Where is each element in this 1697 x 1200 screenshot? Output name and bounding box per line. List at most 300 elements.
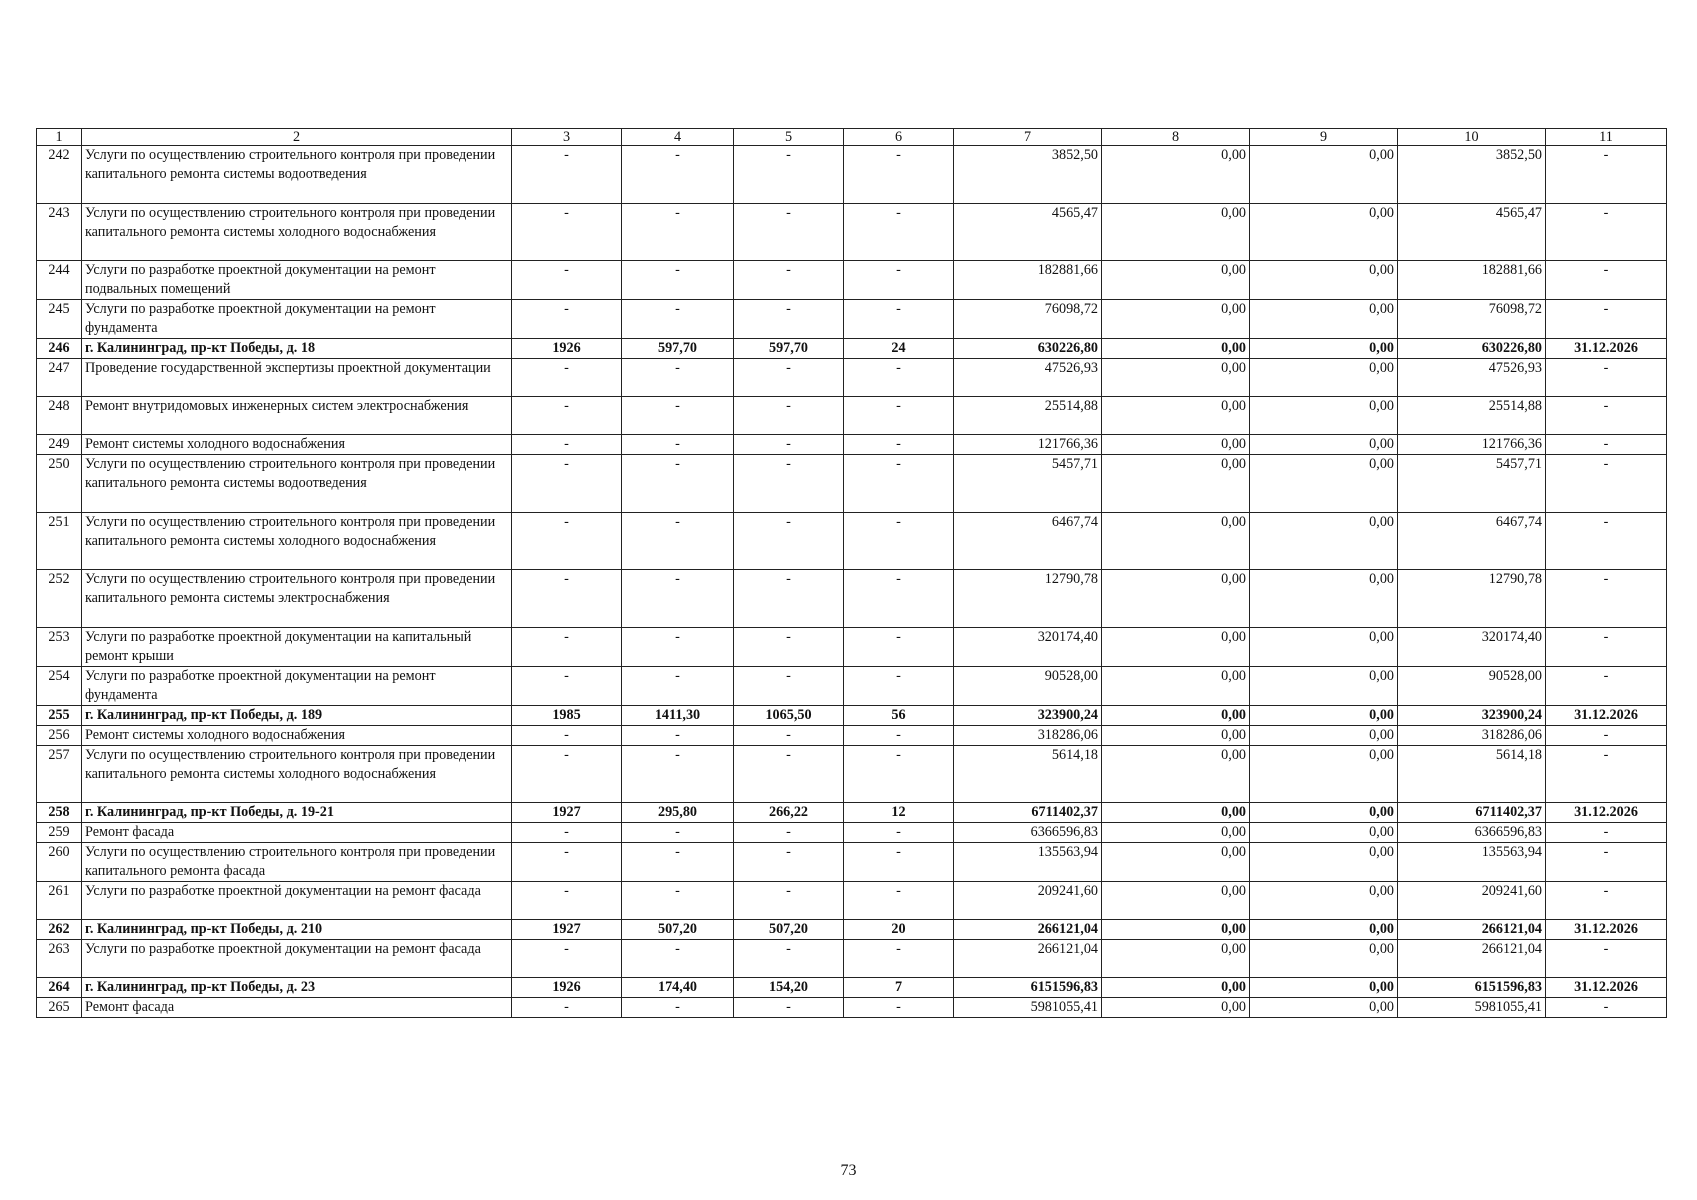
table-row <box>37 706 1667 726</box>
residents-count-cell: 56 <box>844 706 954 726</box>
row-number-cell: 252 <box>37 570 82 628</box>
item-name-cell: Услуги по разработке проектной документации на ремонт фундамента <box>82 300 512 339</box>
deadline-cell: - <box>1546 628 1667 667</box>
other-cost-cell: 0,00 <box>1250 455 1398 513</box>
deadline-cell: 31.12.2026 <box>1546 978 1667 998</box>
total-cost-cell: 121766,36 <box>954 435 1102 455</box>
residents-count-cell: 7 <box>844 978 954 998</box>
table-row <box>37 397 1667 435</box>
year-built-cell: - <box>512 726 622 746</box>
total-cost-cell: 182881,66 <box>954 261 1102 300</box>
table-row <box>37 746 1667 803</box>
fund-cost-cell: 0,00 <box>1102 978 1250 998</box>
table-row <box>37 300 1667 339</box>
year-built-cell: - <box>512 397 622 435</box>
item-name-cell: Проведение государственной экспертизы проектной документации <box>82 359 512 397</box>
residents-count-cell: 12 <box>844 803 954 823</box>
row-number-cell: 245 <box>37 300 82 339</box>
year-built-cell: - <box>512 843 622 882</box>
living-area-cell: 154,20 <box>734 978 844 998</box>
other-cost-cell: 0,00 <box>1250 920 1398 940</box>
living-area-cell: - <box>734 746 844 803</box>
row-number-cell: 247 <box>37 359 82 397</box>
total-cost-cell: 12790,78 <box>954 570 1102 628</box>
other-cost-cell: 0,00 <box>1250 513 1398 570</box>
other-cost-cell: 0,00 <box>1250 300 1398 339</box>
year-built-cell: - <box>512 746 622 803</box>
owner-cost-cell: 121766,36 <box>1398 435 1546 455</box>
other-cost-cell: 0,00 <box>1250 726 1398 746</box>
other-cost-cell: 0,00 <box>1250 998 1398 1018</box>
fund-cost-cell: 0,00 <box>1102 998 1250 1018</box>
deadline-cell: - <box>1546 882 1667 920</box>
total-cost-cell: 320174,40 <box>954 628 1102 667</box>
total-cost-cell: 318286,06 <box>954 726 1102 746</box>
header-cell: 4 <box>622 129 734 146</box>
living-area-cell: - <box>734 300 844 339</box>
living-area-cell: 266,22 <box>734 803 844 823</box>
header-cell: 9 <box>1250 129 1398 146</box>
item-name-cell: Услуги по осуществлению строительного контроля при проведении капитального ремонта фасада <box>82 843 512 882</box>
deadline-cell: - <box>1546 261 1667 300</box>
total-cost-cell: 5981055,41 <box>954 998 1102 1018</box>
living-area-cell: - <box>734 628 844 667</box>
owner-cost-cell: 5614,18 <box>1398 746 1546 803</box>
fund-cost-cell: 0,00 <box>1102 261 1250 300</box>
deadline-cell: - <box>1546 570 1667 628</box>
item-name-cell: г. Калининград, пр-кт Победы, д. 189 <box>82 706 512 726</box>
item-name-cell: Услуги по разработке проектной документации на ремонт фасада <box>82 940 512 978</box>
header-cell: 1 <box>37 129 82 146</box>
fund-cost-cell: 0,00 <box>1102 667 1250 706</box>
residents-count-cell: - <box>844 746 954 803</box>
living-area-cell: - <box>734 397 844 435</box>
total-cost-cell: 90528,00 <box>954 667 1102 706</box>
year-built-cell: 1926 <box>512 978 622 998</box>
other-cost-cell: 0,00 <box>1250 940 1398 978</box>
total-area-cell: - <box>622 843 734 882</box>
total-area-cell: - <box>622 204 734 261</box>
total-cost-cell: 266121,04 <box>954 920 1102 940</box>
item-name-cell: Ремонт системы холодного водоснабжения <box>82 435 512 455</box>
table-row <box>37 455 1667 513</box>
fund-cost-cell: 0,00 <box>1102 803 1250 823</box>
table-row <box>37 803 1667 823</box>
living-area-cell: - <box>734 667 844 706</box>
header-cell: 3 <box>512 129 622 146</box>
column-number-header <box>37 129 1667 146</box>
header-cell: 5 <box>734 129 844 146</box>
total-area-cell: 174,40 <box>622 978 734 998</box>
total-cost-cell: 25514,88 <box>954 397 1102 435</box>
table-row <box>37 146 1667 204</box>
deadline-cell: - <box>1546 300 1667 339</box>
residents-count-cell: - <box>844 823 954 843</box>
fund-cost-cell: 0,00 <box>1102 397 1250 435</box>
owner-cost-cell: 135563,94 <box>1398 843 1546 882</box>
row-number-cell: 255 <box>37 706 82 726</box>
fund-cost-cell: 0,00 <box>1102 570 1250 628</box>
living-area-cell: - <box>734 204 844 261</box>
item-name-cell: г. Калининград, пр-кт Победы, д. 18 <box>82 339 512 359</box>
header-cell: 6 <box>844 129 954 146</box>
year-built-cell: 1927 <box>512 920 622 940</box>
total-cost-cell: 5614,18 <box>954 746 1102 803</box>
item-name-cell: Услуги по разработке проектной документации на капитальный ремонт крыши <box>82 628 512 667</box>
other-cost-cell: 0,00 <box>1250 261 1398 300</box>
year-built-cell: - <box>512 998 622 1018</box>
total-cost-cell: 3852,50 <box>954 146 1102 204</box>
table-row <box>37 823 1667 843</box>
item-name-cell: Услуги по разработке проектной документации на ремонт фасада <box>82 882 512 920</box>
living-area-cell: - <box>734 261 844 300</box>
total-area-cell: - <box>622 359 734 397</box>
item-name-cell: Услуги по осуществлению строительного контроля при проведении капитального ремонта системы водоотведения <box>82 455 512 513</box>
header-cell: 7 <box>954 129 1102 146</box>
table-row <box>37 359 1667 397</box>
total-area-cell: - <box>622 435 734 455</box>
fund-cost-cell: 0,00 <box>1102 513 1250 570</box>
total-area-cell: - <box>622 455 734 513</box>
residents-count-cell: - <box>844 998 954 1018</box>
residents-count-cell: - <box>844 667 954 706</box>
deadline-cell: - <box>1546 455 1667 513</box>
total-cost-cell: 6467,74 <box>954 513 1102 570</box>
year-built-cell: - <box>512 570 622 628</box>
total-area-cell: 507,20 <box>622 920 734 940</box>
year-built-cell: - <box>512 261 622 300</box>
owner-cost-cell: 320174,40 <box>1398 628 1546 667</box>
fund-cost-cell: 0,00 <box>1102 300 1250 339</box>
owner-cost-cell: 6366596,83 <box>1398 823 1546 843</box>
row-number-cell: 246 <box>37 339 82 359</box>
table-row <box>37 667 1667 706</box>
living-area-cell: - <box>734 843 844 882</box>
living-area-cell: - <box>734 726 844 746</box>
header-cell: 8 <box>1102 129 1250 146</box>
fund-cost-cell: 0,00 <box>1102 746 1250 803</box>
residents-count-cell: 24 <box>844 339 954 359</box>
owner-cost-cell: 47526,93 <box>1398 359 1546 397</box>
deadline-cell: 31.12.2026 <box>1546 803 1667 823</box>
residents-count-cell: 20 <box>844 920 954 940</box>
total-cost-cell: 4565,47 <box>954 204 1102 261</box>
item-name-cell: Услуги по разработке проектной документации на ремонт подвальных помещений <box>82 261 512 300</box>
fund-cost-cell: 0,00 <box>1102 359 1250 397</box>
residents-count-cell: - <box>844 940 954 978</box>
total-area-cell: - <box>622 940 734 978</box>
year-built-cell: - <box>512 455 622 513</box>
item-name-cell: Ремонт системы холодного водоснабжения <box>82 726 512 746</box>
total-area-cell: - <box>622 998 734 1018</box>
item-name-cell: Ремонт фасада <box>82 998 512 1018</box>
owner-cost-cell: 4565,47 <box>1398 204 1546 261</box>
owner-cost-cell: 323900,24 <box>1398 706 1546 726</box>
year-built-cell: 1926 <box>512 339 622 359</box>
residents-count-cell: - <box>844 628 954 667</box>
row-number-cell: 261 <box>37 882 82 920</box>
row-number-cell: 262 <box>37 920 82 940</box>
table-row <box>37 435 1667 455</box>
row-number-cell: 243 <box>37 204 82 261</box>
deadline-cell: - <box>1546 746 1667 803</box>
row-number-cell: 264 <box>37 978 82 998</box>
total-cost-cell: 630226,80 <box>954 339 1102 359</box>
other-cost-cell: 0,00 <box>1250 882 1398 920</box>
table-row <box>37 882 1667 920</box>
total-cost-cell: 76098,72 <box>954 300 1102 339</box>
total-area-cell: - <box>622 261 734 300</box>
year-built-cell: - <box>512 667 622 706</box>
year-built-cell: - <box>512 823 622 843</box>
other-cost-cell: 0,00 <box>1250 359 1398 397</box>
year-built-cell: 1985 <box>512 706 622 726</box>
item-name-cell: г. Калининград, пр-кт Победы, д. 19-21 <box>82 803 512 823</box>
owner-cost-cell: 266121,04 <box>1398 920 1546 940</box>
residents-count-cell: - <box>844 570 954 628</box>
owner-cost-cell: 5981055,41 <box>1398 998 1546 1018</box>
total-area-cell: - <box>622 726 734 746</box>
total-cost-cell: 6151596,83 <box>954 978 1102 998</box>
deadline-cell: - <box>1546 146 1667 204</box>
living-area-cell: - <box>734 882 844 920</box>
table-row <box>37 513 1667 570</box>
residents-count-cell: - <box>844 359 954 397</box>
year-built-cell: - <box>512 300 622 339</box>
item-name-cell: Услуги по разработке проектной документации на ремонт фундамента <box>82 667 512 706</box>
total-cost-cell: 323900,24 <box>954 706 1102 726</box>
total-area-cell: - <box>622 882 734 920</box>
total-area-cell: 295,80 <box>622 803 734 823</box>
deadline-cell: - <box>1546 359 1667 397</box>
residents-count-cell: - <box>844 204 954 261</box>
residents-count-cell: - <box>844 146 954 204</box>
other-cost-cell: 0,00 <box>1250 667 1398 706</box>
owner-cost-cell: 5457,71 <box>1398 455 1546 513</box>
other-cost-cell: 0,00 <box>1250 204 1398 261</box>
header-cell: 2 <box>82 129 512 146</box>
total-area-cell: 1411,30 <box>622 706 734 726</box>
deadline-cell: - <box>1546 513 1667 570</box>
total-area-cell: - <box>622 513 734 570</box>
fund-cost-cell: 0,00 <box>1102 204 1250 261</box>
total-area-cell: - <box>622 300 734 339</box>
other-cost-cell: 0,00 <box>1250 706 1398 726</box>
table-row <box>37 978 1667 998</box>
living-area-cell: - <box>734 455 844 513</box>
item-name-cell: Услуги по осуществлению строительного контроля при проведении капитального ремонта системы холодного водоснабжения <box>82 746 512 803</box>
deadline-cell: - <box>1546 435 1667 455</box>
year-built-cell: - <box>512 513 622 570</box>
residents-count-cell: - <box>844 397 954 435</box>
living-area-cell: - <box>734 435 844 455</box>
total-area-cell: - <box>622 746 734 803</box>
table-row <box>37 920 1667 940</box>
row-number-cell: 242 <box>37 146 82 204</box>
row-number-cell: 263 <box>37 940 82 978</box>
table-row <box>37 570 1667 628</box>
owner-cost-cell: 266121,04 <box>1398 940 1546 978</box>
residents-count-cell: - <box>844 300 954 339</box>
year-built-cell: - <box>512 359 622 397</box>
fund-cost-cell: 0,00 <box>1102 339 1250 359</box>
living-area-cell: - <box>734 570 844 628</box>
fund-cost-cell: 0,00 <box>1102 920 1250 940</box>
total-area-cell: - <box>622 146 734 204</box>
other-cost-cell: 0,00 <box>1250 823 1398 843</box>
item-name-cell: Услуги по осуществлению строительного контроля при проведении капитального ремонта системы электроснабжения <box>82 570 512 628</box>
owner-cost-cell: 6711402,37 <box>1398 803 1546 823</box>
fund-cost-cell: 0,00 <box>1102 882 1250 920</box>
repair-schedule-table <box>36 128 1667 1018</box>
item-name-cell: г. Калининград, пр-кт Победы, д. 210 <box>82 920 512 940</box>
total-cost-cell: 209241,60 <box>954 882 1102 920</box>
fund-cost-cell: 0,00 <box>1102 823 1250 843</box>
deadline-cell: - <box>1546 397 1667 435</box>
fund-cost-cell: 0,00 <box>1102 628 1250 667</box>
item-name-cell: Ремонт фасада <box>82 823 512 843</box>
row-number-cell: 260 <box>37 843 82 882</box>
living-area-cell: 1065,50 <box>734 706 844 726</box>
row-number-cell: 250 <box>37 455 82 513</box>
owner-cost-cell: 182881,66 <box>1398 261 1546 300</box>
row-number-cell: 259 <box>37 823 82 843</box>
total-area-cell: - <box>622 397 734 435</box>
deadline-cell: - <box>1546 998 1667 1018</box>
owner-cost-cell: 25514,88 <box>1398 397 1546 435</box>
deadline-cell: 31.12.2026 <box>1546 339 1667 359</box>
living-area-cell: - <box>734 998 844 1018</box>
total-area-cell: - <box>622 570 734 628</box>
total-cost-cell: 5457,71 <box>954 455 1102 513</box>
living-area-cell: - <box>734 146 844 204</box>
total-cost-cell: 6366596,83 <box>954 823 1102 843</box>
table-row <box>37 628 1667 667</box>
fund-cost-cell: 0,00 <box>1102 726 1250 746</box>
row-number-cell: 249 <box>37 435 82 455</box>
total-cost-cell: 47526,93 <box>954 359 1102 397</box>
other-cost-cell: 0,00 <box>1250 146 1398 204</box>
header-cell: 11 <box>1546 129 1667 146</box>
living-area-cell: - <box>734 823 844 843</box>
other-cost-cell: 0,00 <box>1250 746 1398 803</box>
owner-cost-cell: 90528,00 <box>1398 667 1546 706</box>
year-built-cell: - <box>512 628 622 667</box>
year-built-cell: 1927 <box>512 803 622 823</box>
year-built-cell: - <box>512 882 622 920</box>
item-name-cell: г. Калининград, пр-кт Победы, д. 23 <box>82 978 512 998</box>
other-cost-cell: 0,00 <box>1250 570 1398 628</box>
deadline-cell: 31.12.2026 <box>1546 920 1667 940</box>
living-area-cell: - <box>734 359 844 397</box>
owner-cost-cell: 6151596,83 <box>1398 978 1546 998</box>
total-area-cell: - <box>622 823 734 843</box>
item-name-cell: Услуги по осуществлению строительного контроля при проведении капитального ремонта системы водоотведения <box>82 146 512 204</box>
table-row <box>37 726 1667 746</box>
total-cost-cell: 266121,04 <box>954 940 1102 978</box>
residents-count-cell: - <box>844 455 954 513</box>
year-built-cell: - <box>512 940 622 978</box>
living-area-cell: - <box>734 940 844 978</box>
living-area-cell: 597,70 <box>734 339 844 359</box>
year-built-cell: - <box>512 204 622 261</box>
owner-cost-cell: 12790,78 <box>1398 570 1546 628</box>
row-number-cell: 251 <box>37 513 82 570</box>
item-name-cell: Услуги по осуществлению строительного контроля при проведении капитального ремонта системы холодного водоснабжения <box>82 513 512 570</box>
owner-cost-cell: 209241,60 <box>1398 882 1546 920</box>
residents-count-cell: - <box>844 261 954 300</box>
living-area-cell: 507,20 <box>734 920 844 940</box>
owner-cost-cell: 630226,80 <box>1398 339 1546 359</box>
other-cost-cell: 0,00 <box>1250 435 1398 455</box>
living-area-cell: - <box>734 513 844 570</box>
table-row <box>37 998 1667 1018</box>
fund-cost-cell: 0,00 <box>1102 940 1250 978</box>
deadline-cell: - <box>1546 204 1667 261</box>
total-area-cell: - <box>622 628 734 667</box>
deadline-cell: - <box>1546 940 1667 978</box>
deadline-cell: - <box>1546 843 1667 882</box>
deadline-cell: - <box>1546 726 1667 746</box>
owner-cost-cell: 3852,50 <box>1398 146 1546 204</box>
other-cost-cell: 0,00 <box>1250 339 1398 359</box>
residents-count-cell: - <box>844 726 954 746</box>
owner-cost-cell: 6467,74 <box>1398 513 1546 570</box>
row-number-cell: 265 <box>37 998 82 1018</box>
table-row <box>37 339 1667 359</box>
fund-cost-cell: 0,00 <box>1102 455 1250 513</box>
table-row <box>37 843 1667 882</box>
table-row <box>37 940 1667 978</box>
deadline-cell: - <box>1546 823 1667 843</box>
residents-count-cell: - <box>844 513 954 570</box>
row-number-cell: 257 <box>37 746 82 803</box>
year-built-cell: - <box>512 435 622 455</box>
residents-count-cell: - <box>844 882 954 920</box>
fund-cost-cell: 0,00 <box>1102 435 1250 455</box>
fund-cost-cell: 0,00 <box>1102 706 1250 726</box>
page-number: 73 <box>840 1162 857 1179</box>
fund-cost-cell: 0,00 <box>1102 146 1250 204</box>
total-cost-cell: 6711402,37 <box>954 803 1102 823</box>
fund-cost-cell: 0,00 <box>1102 843 1250 882</box>
item-name-cell: Услуги по осуществлению строительного контроля при проведении капитального ремонта системы холодного водоснабжения <box>82 204 512 261</box>
row-number-cell: 254 <box>37 667 82 706</box>
owner-cost-cell: 76098,72 <box>1398 300 1546 339</box>
total-area-cell: 597,70 <box>622 339 734 359</box>
residents-count-cell: - <box>844 435 954 455</box>
total-cost-cell: 135563,94 <box>954 843 1102 882</box>
other-cost-cell: 0,00 <box>1250 843 1398 882</box>
row-number-cell: 244 <box>37 261 82 300</box>
row-number-cell: 253 <box>37 628 82 667</box>
deadline-cell: 31.12.2026 <box>1546 706 1667 726</box>
row-number-cell: 248 <box>37 397 82 435</box>
row-number-cell: 256 <box>37 726 82 746</box>
year-built-cell: - <box>512 146 622 204</box>
residents-count-cell: - <box>844 843 954 882</box>
header-cell: 10 <box>1398 129 1546 146</box>
other-cost-cell: 0,00 <box>1250 397 1398 435</box>
row-number-cell: 258 <box>37 803 82 823</box>
deadline-cell: - <box>1546 667 1667 706</box>
table-row <box>37 261 1667 300</box>
total-area-cell: - <box>622 667 734 706</box>
other-cost-cell: 0,00 <box>1250 978 1398 998</box>
other-cost-cell: 0,00 <box>1250 628 1398 667</box>
owner-cost-cell: 318286,06 <box>1398 726 1546 746</box>
item-name-cell: Ремонт внутридомовых инженерных систем электроснабжения <box>82 397 512 435</box>
